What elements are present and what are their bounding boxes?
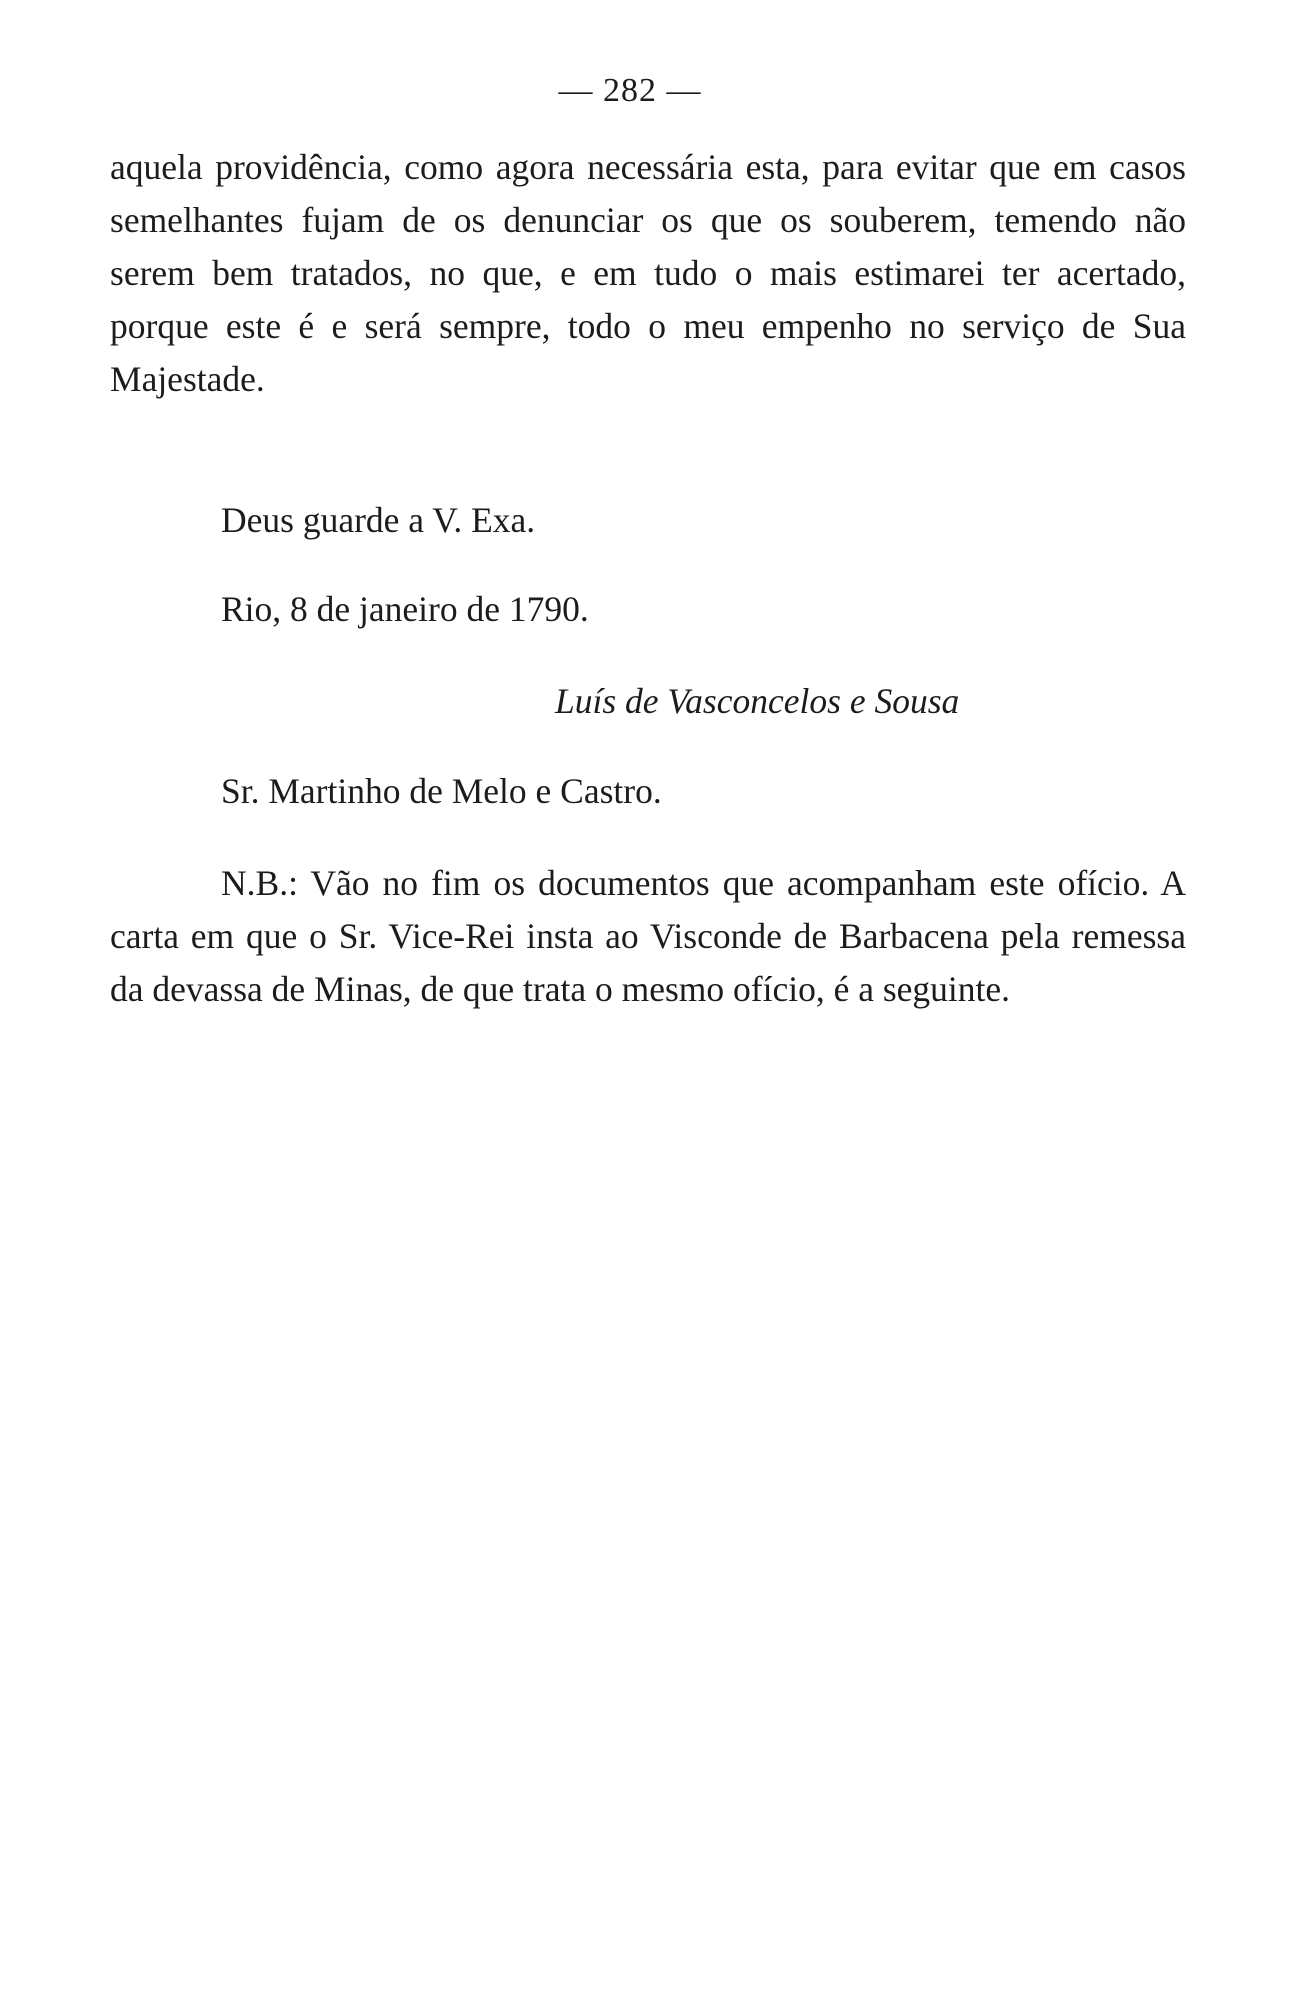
place-date: Rio, 8 de janeiro de 1790. xyxy=(221,589,589,629)
body-paragraph: aquela providência, como agora necessária esta, para evitar que em casos semelhantes fujam de os denunciar os que os souberem, temendo não serem bem tratados, no que, e em tudo o mais estimarei ter acertado, porque este é e será sempre, todo o meu empenho no serviço de Sua Majestade. xyxy=(110,147,1186,399)
page-number: — 282 — xyxy=(558,72,702,109)
addressee: Sr. Martinho de Melo e Castro. xyxy=(221,771,662,811)
signature: Luís de Vasconcelos e Sousa xyxy=(555,681,960,721)
closing-greeting: Deus guarde a V. Exa. xyxy=(221,500,536,540)
editor-note: N.B.: Vão no fim os documentos que acompanham este ofício. A carta em que o Sr. Vice-Rei insta ao Visconde de Barbacena pela remessa da devassa de Minas, de que trata o mesmo ofício, é a seguinte. xyxy=(110,863,1186,1009)
